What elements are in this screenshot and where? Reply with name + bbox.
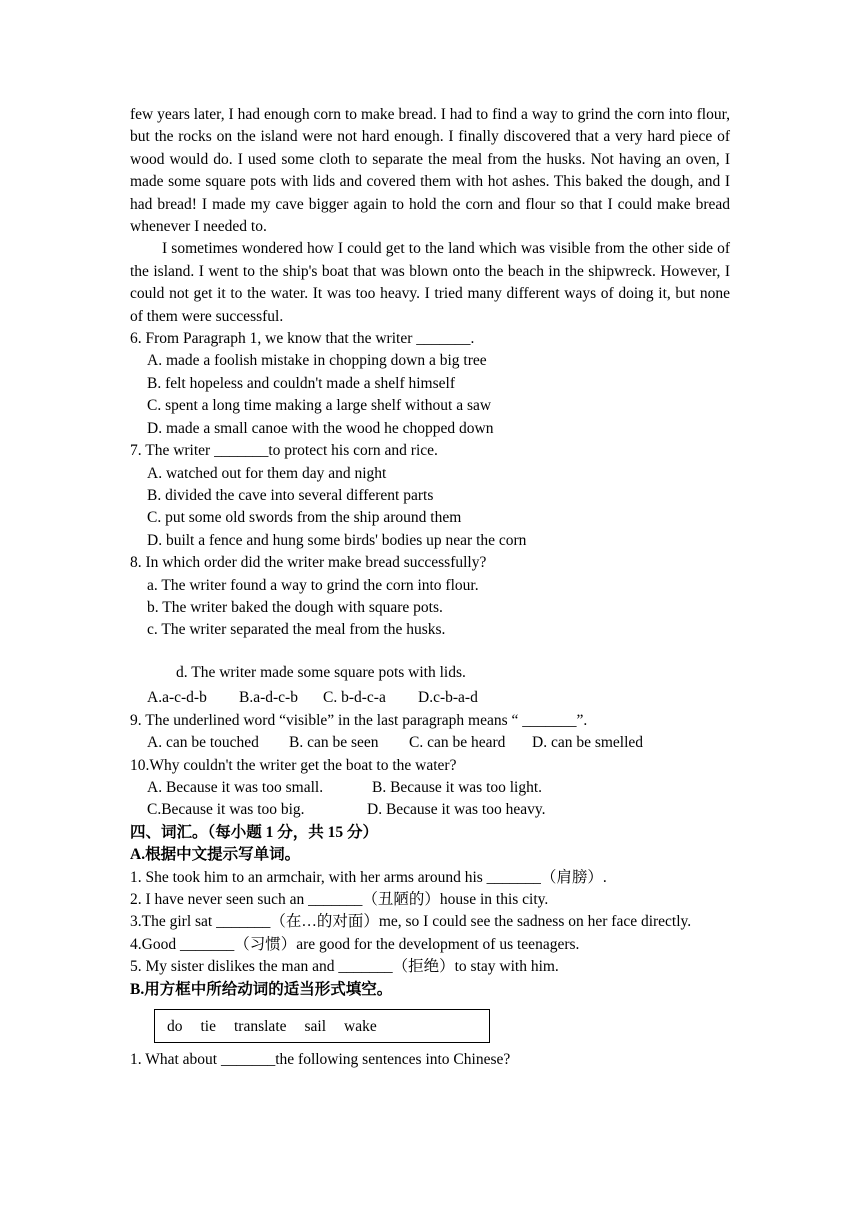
- part-a-item-3: 3.The girl sat _______（在…的对面）me, so I could see the sadness on her face directly.: [130, 913, 692, 931]
- word-box-item: do: [167, 1018, 183, 1036]
- question-9-option-b: B. can be seen: [289, 734, 379, 752]
- question-7-option-d: D. built a fence and hung some birds' bodies up near the corn: [147, 531, 527, 549]
- question-8-step-d: d. The writer made some square pots with lids.: [176, 663, 466, 681]
- question-10-option-c: C.Because it was too big.: [147, 801, 305, 819]
- question-8-option-c: C. b-d-c-a: [323, 688, 386, 706]
- question-6-option-a: A. made a foolish mistake in chopping down a big tree: [147, 352, 487, 370]
- question-6-option-c: C. spent a long time making a large shelf without a saw: [147, 397, 492, 415]
- question-10-option-b: B. Because it was too light.: [372, 778, 543, 796]
- passage-paragraph: few years later, I had enough corn to make bread. I had to find a way to grind the corn into flour, but the rocks on the island were not hard enough. I finally discovered that a very hard piece of wood would do. I used some cloth to separate the meal from the husks. Not having an oven, I made some square pots with lids and covered them with hot ashes. This baked the dough, and I had bread! I made my cave bigger again to hold the corn and flour so that I could make bread whenever I needed to.: [130, 106, 730, 236]
- question-7-stem: 7. The writer _______to protect his corn and rice.: [130, 442, 438, 460]
- part-a-item-4: 4.Good _______（习惯）are good for the development of us teenagers.: [130, 935, 580, 953]
- passage-paragraph-last: I sometimes wondered how I could get to the land which was visible from the other side of the island. I went to the ship's boat that was blown onto the beach in the shipwreck. However, I could not get it to the water. It was too heavy. I tried many different ways of doing it, but none of them were successful.: [130, 240, 730, 325]
- question-9-option-c: C. can be heard: [409, 734, 506, 752]
- question-8-step-a: a. The writer found a way to grind the corn into flour.: [147, 576, 479, 594]
- question-7-option-b: B. divided the cave into several different parts: [147, 486, 434, 504]
- word-box-item: translate: [234, 1018, 287, 1036]
- question-9-option-a: A. can be touched: [147, 734, 259, 752]
- part-b-item-1: 1. What about _______the following sentences into Chinese?: [130, 1051, 511, 1069]
- question-9-option-d: D. can be smelled: [532, 734, 644, 752]
- word-box: [154, 1009, 490, 1043]
- question-6-option-d: D. made a small canoe with the wood he chopped down: [147, 419, 494, 437]
- question-8-option-d: D.c-b-a-d: [418, 688, 478, 706]
- part-a-item-5: 5. My sister dislikes the man and _______（拒绝）to stay with him.: [130, 958, 559, 976]
- question-9-options: [130, 732, 730, 754]
- question-7-option-a: A. watched out for them day and night: [147, 464, 387, 482]
- question-7-option-c: C. put some old swords from the ship around them: [147, 509, 462, 527]
- question-10-option-d: D. Because it was too heavy.: [367, 801, 546, 819]
- section-4-title: 四、词汇。（每小题 1 分，共 15 分）: [130, 823, 379, 841]
- question-6-option-b: B. felt hopeless and couldn't made a shelf himself: [147, 374, 455, 392]
- word-box-item: wake: [344, 1018, 377, 1036]
- part-b-title: B.用方框中所给动词的适当形式填空。: [130, 980, 393, 998]
- question-10-options-row2: [130, 799, 730, 821]
- question-8-option-a: A.a-c-d-b: [147, 688, 207, 706]
- word-box-item: tie: [200, 1018, 216, 1036]
- question-10-options-row1: [130, 777, 730, 799]
- part-a-title: A.根据中文提示写单词。: [130, 846, 301, 864]
- part-a-item-1: 1. She took him to an armchair, with her arms around his _______（肩膀）.: [130, 868, 607, 886]
- question-10-option-a: A. Because it was too small.: [147, 778, 324, 796]
- question-8-stem: 8. In which order did the writer make bread successfully?: [130, 554, 487, 572]
- question-9-stem: 9. The underlined word “visible” in the last paragraph means “ _______”.: [130, 711, 588, 729]
- question-8-step-b: b. The writer baked the dough with square pots.: [147, 598, 443, 616]
- document-page: [130, 104, 730, 1071]
- question-10-stem: 10.Why couldn't the writer get the boat to the water?: [130, 756, 457, 774]
- question-8-step-c: c. The writer separated the meal from the husks.: [147, 621, 446, 639]
- question-6-stem: 6. From Paragraph 1, we know that the writer _______.: [130, 330, 475, 348]
- word-box-item: sail: [304, 1018, 327, 1036]
- part-a-item-2: 2. I have never seen such an _______（丑陋的）house in this city.: [130, 891, 549, 908]
- question-8-options: [130, 686, 730, 710]
- question-8-option-b: B.a-d-c-b: [239, 688, 298, 706]
